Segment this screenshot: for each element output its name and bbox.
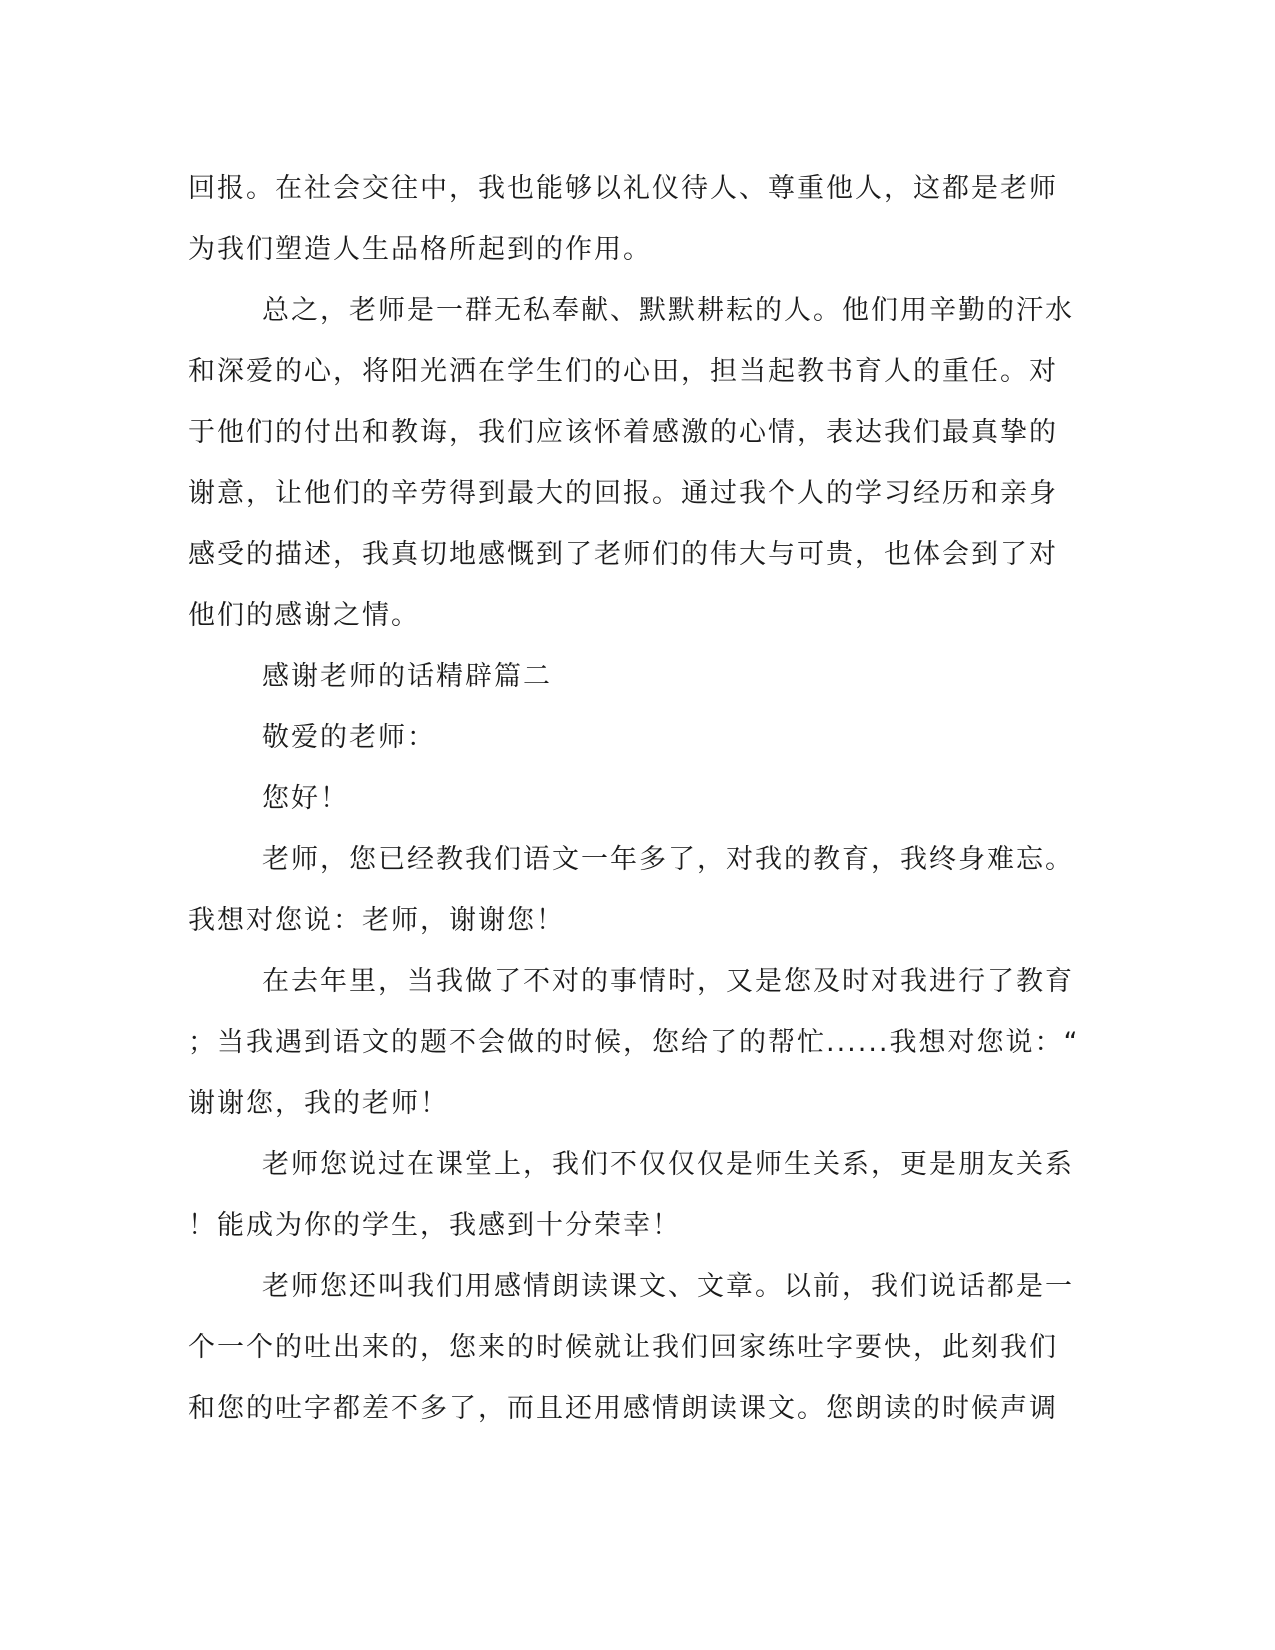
text-line: 谢谢您，我的老师！ — [188, 1088, 449, 1119]
letter-greeting — [188, 768, 1068, 829]
paragraph-7 — [188, 951, 1080, 1134]
text-line: 老师，您已经教我们语文一年多了，对我的教育，我终身难忘。 — [262, 844, 1074, 875]
text-line: 于他们的付出和教诲，我们应该怀着感激的心情，表达我们最真挚的 — [188, 417, 1058, 448]
paragraph-8 — [188, 1134, 1074, 1256]
text-line: ！能成为你的学生，我感到十分荣幸！ — [188, 1210, 681, 1241]
paragraph-1 — [188, 158, 1068, 280]
text-line: 回报。在社会交往中，我也能够以礼仪待人、尊重他人，这都是老师 — [188, 173, 1058, 204]
text-line: 敬爱的老师： — [262, 722, 436, 753]
text-line: 在去年里，当我做了不对的事情时，又是您及时对我进行了教育 — [262, 966, 1074, 997]
paragraph-9 — [188, 1256, 1074, 1439]
document-body — [188, 158, 1080, 1439]
text-line: 感受的描述，我真切地感慨到了老师们的伟大与可贵，也体会到了对 — [188, 539, 1058, 570]
text-line: 他们的感谢之情。 — [188, 600, 420, 631]
text-line: ；当我遇到语文的题不会做的时候，您给了的帮忙......我想对您说：“ — [188, 1027, 1080, 1058]
text-line: 和您的吐字都差不多了，而且还用感情朗读课文。您朗读的时候声调 — [188, 1393, 1058, 1424]
text-line: 个一个的吐出来的，您来的时候就让我们回家练吐字要快，此刻我们 — [188, 1332, 1058, 1363]
text-line: 谢意，让他们的辛劳得到最大的回报。通过我个人的学习经历和亲身 — [188, 478, 1058, 509]
text-line: 老师您还叫我们用感情朗读课文、文章。以前，我们说话都是一 — [262, 1271, 1074, 1302]
text-line: 和深爱的心，将阳光洒在学生们的心田，担当起教书育人的重任。对 — [188, 356, 1058, 387]
text-line: 总之，老师是一群无私奉献、默默耕耘的人。他们用辛勤的汗水 — [262, 295, 1074, 326]
paragraph-2 — [188, 280, 1074, 646]
paragraph-6 — [188, 829, 1074, 951]
letter-salutation — [188, 707, 1068, 768]
text-line: 您好！ — [262, 783, 349, 814]
text-line: 为我们塑造人生品格所起到的作用。 — [188, 234, 652, 265]
text-line: 感谢老师的话精辟篇二 — [262, 661, 552, 692]
text-line: 我想对您说：老师，谢谢您！ — [188, 905, 565, 936]
text-line: 老师您说过在课堂上，我们不仅仅仅是师生关系，更是朋友关系 — [262, 1149, 1074, 1180]
section-heading — [188, 646, 1068, 707]
